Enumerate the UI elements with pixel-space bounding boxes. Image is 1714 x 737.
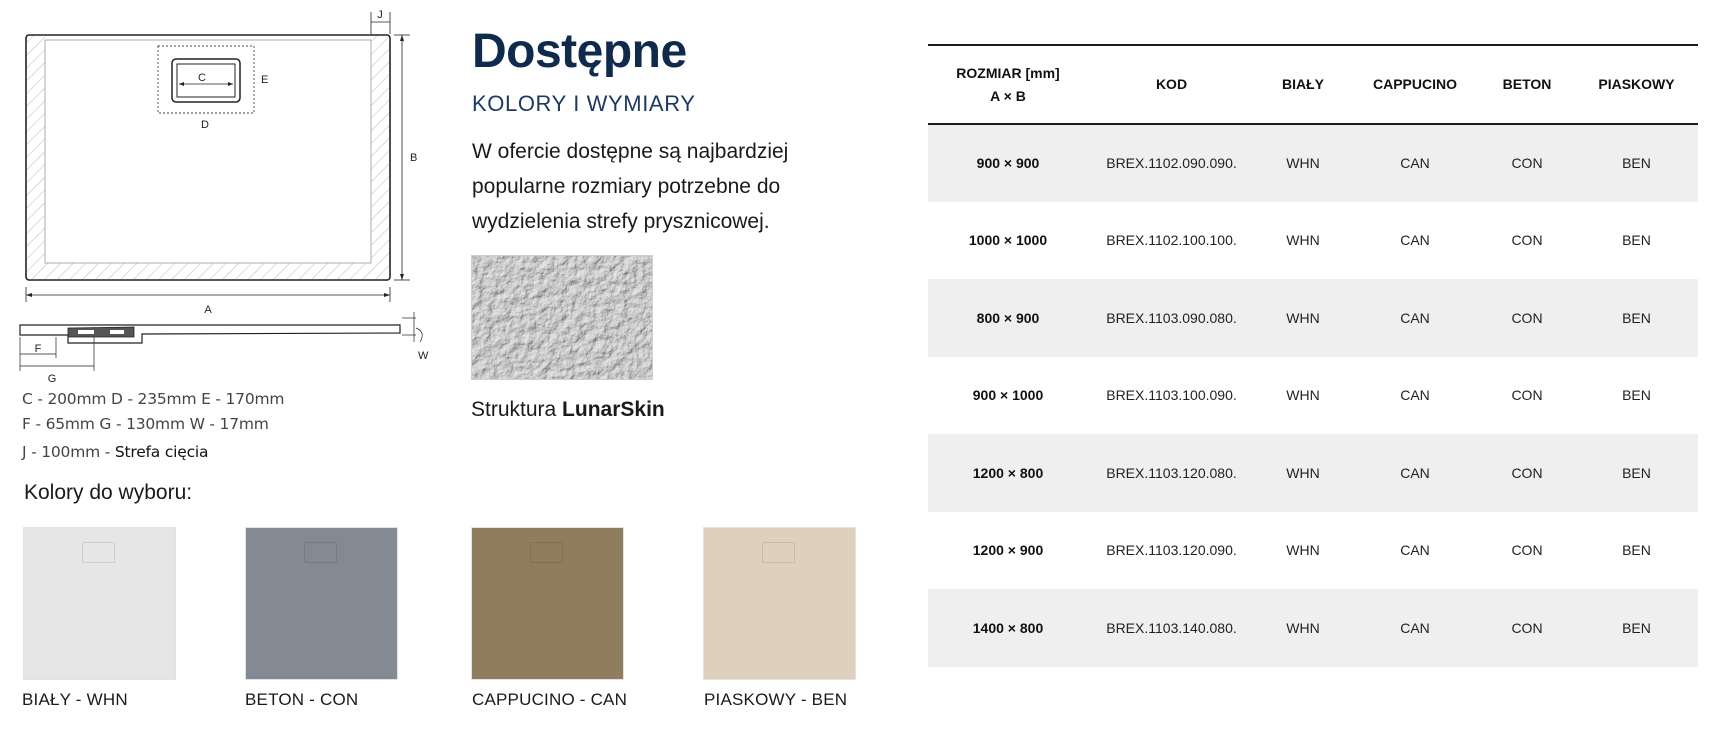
cell-beton: CON bbox=[1511, 542, 1543, 559]
lunarskin-texture-image bbox=[471, 255, 653, 380]
cell-code: BREX.1103.100.090. bbox=[1106, 387, 1237, 404]
cell-cappucino: CAN bbox=[1400, 387, 1430, 404]
cell-bialy: WHN bbox=[1286, 232, 1320, 249]
color-label-piaskowy: PIASKOWY - BEN bbox=[704, 690, 848, 709]
cell-cappucino: CAN bbox=[1400, 542, 1430, 559]
colors-heading: Kolory do wyboru: bbox=[24, 481, 193, 504]
header-size-line2: A × B bbox=[990, 87, 1026, 104]
header-size-line1: ROZMIAR [mm] bbox=[956, 64, 1060, 81]
swatch-drain bbox=[82, 542, 115, 563]
cell-size: 900 × 900 bbox=[928, 124, 1088, 202]
cell-code: BREX.1103.120.080. bbox=[1088, 434, 1255, 512]
page-subtitle: KOLORY I WYMIARY bbox=[472, 91, 696, 116]
texture-name: LunarSkin bbox=[562, 398, 665, 421]
cell-bialy: WHN bbox=[1255, 589, 1351, 667]
cell-piaskowy: BEN bbox=[1575, 279, 1698, 357]
table-row bbox=[928, 589, 1698, 667]
cell-bialy: WHN bbox=[1286, 387, 1320, 404]
cell-cappucino: CAN bbox=[1351, 589, 1479, 667]
sizes-table bbox=[928, 44, 1698, 667]
dim-label-f: F bbox=[34, 343, 42, 355]
cell-bialy: WHN bbox=[1255, 279, 1351, 357]
dimensions-note-2: F - 65mm G - 130mm W - 17mm bbox=[22, 415, 269, 433]
cell-size: 800 × 900 bbox=[928, 279, 1088, 357]
dim-label-g: G bbox=[47, 373, 57, 384]
header-code: KOD bbox=[1088, 45, 1255, 124]
cell-code: BREX.1102.090.090. bbox=[1088, 124, 1255, 202]
cell-piaskowy: BEN bbox=[1622, 542, 1651, 559]
dim-label-w: W bbox=[418, 350, 429, 362]
cell-beton: CON bbox=[1479, 124, 1575, 202]
cell-beton: CON bbox=[1511, 387, 1543, 404]
cell-piaskowy: BEN bbox=[1575, 434, 1698, 512]
cell-code: BREX.1103.120.090. bbox=[1106, 542, 1237, 559]
cell-bialy: WHN bbox=[1255, 434, 1351, 512]
dim-b-line bbox=[394, 35, 410, 280]
cell-cappucino: CAN bbox=[1400, 232, 1430, 249]
dim-label-e: E bbox=[261, 74, 269, 86]
table-row bbox=[928, 357, 1698, 435]
dim-label-j: J bbox=[377, 9, 383, 21]
cell-cappucino: CAN bbox=[1351, 434, 1479, 512]
dimensions-note-3-values: J - 100mm - bbox=[22, 443, 115, 461]
table-row bbox=[928, 124, 1698, 202]
cell-size: 900 × 1000 bbox=[972, 387, 1044, 404]
cell-code: BREX.1103.090.080. bbox=[1088, 279, 1255, 357]
table-body bbox=[928, 124, 1698, 667]
page-title: Dostępne bbox=[472, 25, 687, 78]
header-piaskowy: PIASKOWY bbox=[1575, 45, 1698, 124]
dim-label-b: B bbox=[410, 152, 418, 164]
color-label-bialy: BIAŁY - WHN bbox=[22, 690, 128, 709]
cell-beton: CON bbox=[1479, 434, 1575, 512]
dim-label-c: C bbox=[198, 72, 206, 84]
cell-size: 1200 × 800 bbox=[928, 434, 1088, 512]
technical-drawing bbox=[14, 4, 434, 384]
color-label-cappucino: CAPPUCINO - CAN bbox=[472, 690, 628, 709]
cell-code: BREX.1102.100.100. bbox=[1106, 232, 1237, 249]
color-swatch-bialy bbox=[23, 527, 176, 680]
swatch-drain bbox=[304, 542, 337, 563]
cell-beton: CON bbox=[1511, 232, 1543, 249]
dimensions-note-3 bbox=[22, 443, 208, 461]
dim-label-a: A bbox=[204, 304, 212, 316]
swatch-drain bbox=[530, 542, 563, 563]
cell-cappucino: CAN bbox=[1351, 124, 1479, 202]
description-text: W ofercie dostępne są najbardziej popularne rozmiary potrzebne do wydzielenia strefy prysznicowej. bbox=[472, 140, 789, 233]
texture-caption-prefix: Struktura bbox=[471, 398, 563, 421]
cell-cappucino: CAN bbox=[1351, 279, 1479, 357]
cell-size: 1400 × 800 bbox=[928, 589, 1088, 667]
cell-size: 1000 × 1000 bbox=[968, 232, 1048, 249]
dim-label-d: D bbox=[201, 119, 209, 131]
cell-code: BREX.1103.140.080. bbox=[1088, 589, 1255, 667]
texture-caption bbox=[471, 398, 665, 422]
cell-piaskowy: BEN bbox=[1622, 232, 1651, 249]
cell-bialy: WHN bbox=[1286, 542, 1320, 559]
color-swatch-cappucino bbox=[471, 527, 624, 680]
table-header-row bbox=[928, 45, 1698, 124]
table-row bbox=[928, 434, 1698, 512]
table-row bbox=[928, 279, 1698, 357]
color-swatch-piaskowy bbox=[703, 527, 856, 680]
header-beton: BETON bbox=[1479, 45, 1575, 124]
header-bialy: BIAŁY bbox=[1255, 45, 1351, 124]
table-row bbox=[928, 202, 1698, 280]
table-row bbox=[928, 512, 1698, 590]
cell-size: 1200 × 900 bbox=[972, 542, 1044, 559]
dim-w-line bbox=[402, 312, 422, 342]
header-size bbox=[928, 45, 1088, 124]
cell-bialy: WHN bbox=[1255, 124, 1351, 202]
dimensions-note-1: C - 200mm D - 235mm E - 170mm bbox=[22, 390, 285, 408]
color-swatch-beton bbox=[245, 527, 398, 680]
cell-piaskowy: BEN bbox=[1622, 387, 1651, 404]
color-label-beton: BETON - CON bbox=[245, 690, 359, 709]
cell-beton: CON bbox=[1479, 589, 1575, 667]
tray-side-profile bbox=[20, 325, 400, 343]
cell-piaskowy: BEN bbox=[1575, 589, 1698, 667]
cell-piaskowy: BEN bbox=[1575, 124, 1698, 202]
cut-zone-label: Strefa cięcia bbox=[114, 443, 209, 461]
header-cappucino: CAPPUCINO bbox=[1351, 45, 1479, 124]
cell-beton: CON bbox=[1479, 279, 1575, 357]
dim-a-line bbox=[26, 287, 390, 302]
swatch-drain bbox=[762, 542, 795, 563]
